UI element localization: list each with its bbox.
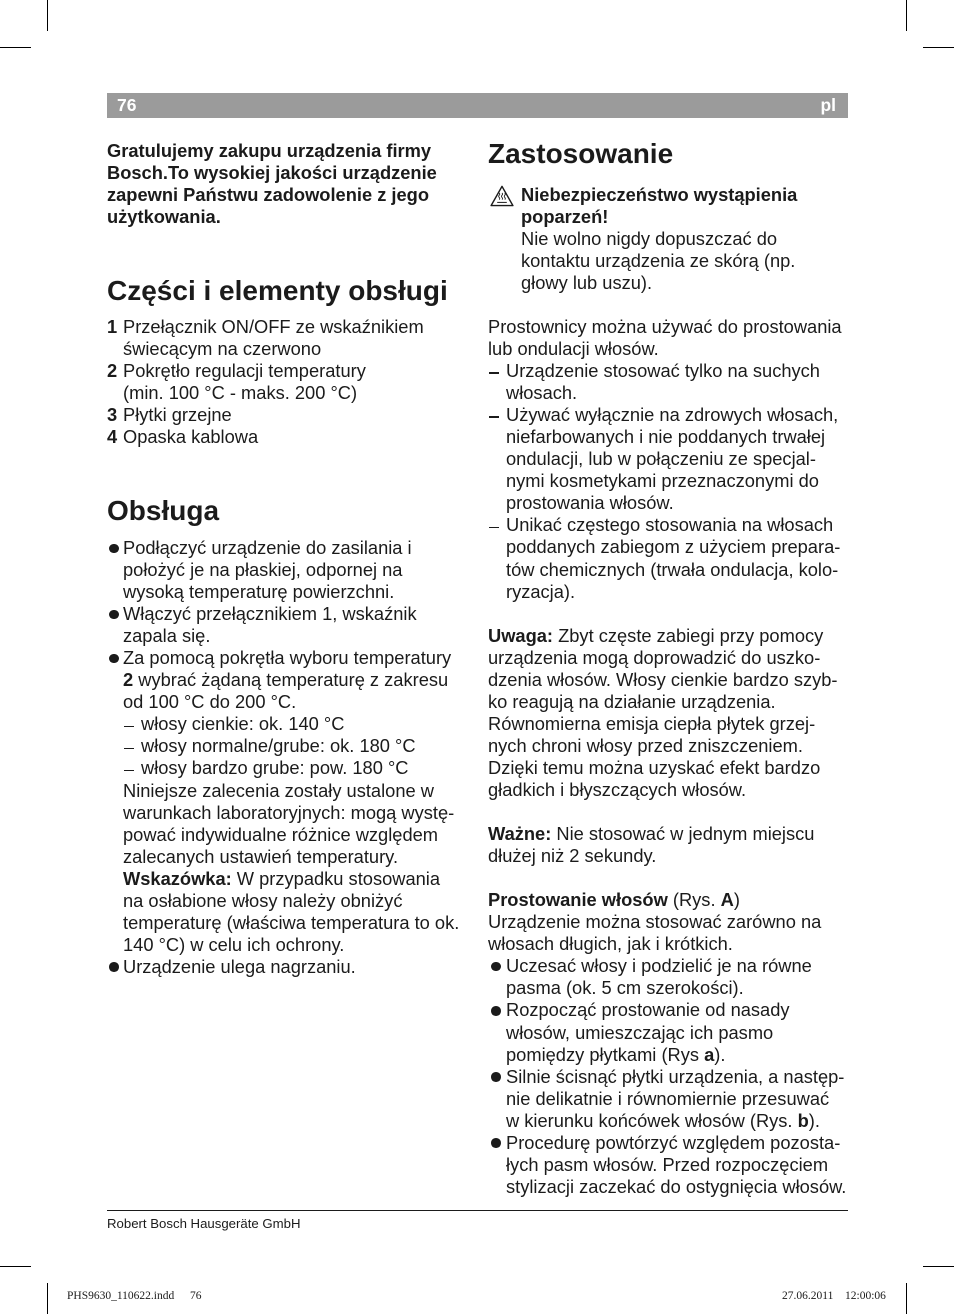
control-reference: 2 [123, 669, 134, 691]
crop-mark [47, 1283, 48, 1314]
straightening-step [488, 999, 848, 1065]
figure-reference: a [704, 1043, 715, 1065]
item-body [123, 647, 459, 956]
usage-dash-item [488, 404, 848, 514]
item-text: Unikać częstego stosowania na włosach poddanych zabiegom z użyciem prepara- tów chemicznych (trwała ondulacja, kolo- ryzacja). [506, 514, 841, 602]
slug-file-name: PHS9630_110622.indd [67, 1290, 175, 1302]
crop-mark [0, 1266, 31, 1267]
burn-warning [521, 184, 797, 294]
item-text: Przełącznik ON/OFF ze wskaźnikiem świecącym na czerwono [123, 316, 424, 360]
hot-surface-warning-icon [490, 185, 514, 207]
usage-dash-item [488, 514, 848, 602]
operation-list-item [107, 537, 467, 603]
item-text: Podłączyć urządzenie do zasilania i położyć je na płaskiej, odpornej na wysoką temperaturę powierzchni. [123, 537, 412, 603]
step-text [506, 1066, 844, 1132]
section-heading-parts: Części i elementy obsługi [107, 275, 448, 306]
dash-marker [123, 757, 141, 779]
step-text-segment: ). [808, 1109, 820, 1131]
caution-label: Uwaga: [488, 624, 554, 646]
operation-list-item [107, 647, 467, 956]
parts-list-item [107, 360, 462, 404]
item-number: 2 [107, 360, 118, 382]
figure-prefix: (Rys. [667, 889, 721, 911]
footer-company: Robert Bosch Hausgeräte GmbH [107, 1216, 301, 1231]
item-text: Opaska kablowa [123, 426, 259, 448]
crop-mark [0, 47, 31, 48]
parts-list-item [107, 316, 462, 360]
sub-item-text: włosy normalne/grube: ok. 180 °C [141, 735, 416, 757]
item-number: 3 [107, 404, 118, 426]
bullet-marker [107, 647, 123, 669]
slug-time: 12:00:06 [845, 1290, 886, 1302]
slug-date: 27.06.2011 [782, 1290, 834, 1302]
figure-reference: A [720, 889, 734, 911]
dash-marker [488, 404, 506, 426]
step-text-segment: Silnie ścisnąć płytki urządzenia, a następ- nie delikatnie i równomiernie przesuwać w kierunku końcówek włosów (Rys. [506, 1065, 845, 1131]
sub-item-text: włosy bardzo grube: pow. 180 °C [141, 757, 409, 779]
item-text: Używać wyłącznie na zdrowych włosach, niefarbowanych i nie poddanych trwałej ondulacji, lub w połączeniu ze specjal- nymi kosmetykami przeznaczonymi do prostowania włosów. [506, 404, 839, 514]
item-text: Pokrętło regulacji temperatury (min. 100 °C - maks. 200 °C) [123, 360, 366, 404]
parts-list [107, 316, 462, 448]
bullet-marker [488, 999, 506, 1021]
dash-marker [488, 360, 506, 382]
parts-list-item [107, 404, 462, 426]
operation-list-item [107, 603, 467, 647]
temperature-sub-item [123, 713, 459, 735]
crop-mark [906, 0, 907, 31]
caution-text: Zbyt częste zabiegi przy pomocy urządzenia mogą doprowadzić do uszko- dzenia włosów. Włosy cienkie bardzo szyb- ko reagują na działanie urządzenia. Równomierna emisja ciepła płytek grzej- nych chroni włosy przed zniszczeniem. Dzięki temu można uzyskać efekt bardzo gładkich i błyszczących włosów. [488, 624, 838, 800]
crop-mark [906, 1283, 907, 1314]
operation-list [107, 537, 467, 978]
straightening-step [488, 955, 848, 999]
usage-dash-item [488, 360, 848, 404]
step-text-segment: Rozpocząć prostowanie od nasady włosów, umieszczając ich pasmo pomiędzy płytkami (Rys [506, 999, 790, 1065]
sub-item-text: włosy cienkie: ok. 140 °C [141, 713, 345, 735]
warning-title: Niebezpieczeństwo wystąpienia poparzeń! [521, 184, 798, 228]
important-paragraph [488, 823, 848, 867]
step-text-segment: ). [714, 1043, 726, 1065]
bullet-marker [107, 603, 123, 625]
crop-mark [47, 0, 48, 31]
item-number: 1 [107, 316, 118, 337]
operation-list-item [107, 956, 467, 978]
crop-mark [923, 47, 954, 48]
temperature-sub-item [123, 735, 459, 757]
item-number: 4 [107, 426, 118, 448]
header-bar [107, 93, 848, 118]
tip-text: W przypadku stosowania na osłabione włosy należy obniżyć temperaturę (właściwa temperatura to ok. 140 °C) w celu ich ochrony. [123, 867, 460, 955]
straightening-heading [488, 889, 848, 911]
dash-marker [488, 514, 506, 536]
dash-marker [123, 735, 141, 757]
item-text: Włączyć przełącznikiem 1, wskaźnik zapala się. [123, 603, 417, 647]
step-text: Procedurę powtórzyć względem pozosta- łych pasm włosów. Przed rozpoczęciem stylizacji zaczekać do ostygnięcia włosów. [506, 1131, 847, 1197]
bullet-marker [488, 1132, 506, 1154]
bullet-marker [488, 1066, 506, 1088]
parts-list-item [107, 426, 462, 448]
page-number: 76 [117, 95, 137, 115]
footer-rule [107, 1210, 848, 1211]
warning-text: Nie wolno nigdy dopuszczać do kontaktu urządzenia ze skórą (np. głowy lub uszu). [521, 228, 796, 294]
straightening-title: Prostowanie włosów [488, 889, 668, 911]
figure-suffix: ) [733, 889, 740, 911]
crop-mark [923, 1266, 954, 1267]
item-text: Płytki grzejne [123, 404, 232, 426]
step-text: Uczesać włosy i podzielić je na równe pasma (ok. 5 cm szerokości). [506, 955, 812, 999]
tip [123, 868, 459, 956]
usage-intro: Prostownicy można używać do prostowania lub ondulacji włosów. [488, 316, 842, 360]
item-text: Za pomocą pokrętła wyboru temperatury [123, 647, 452, 669]
important-text: Nie stosować w jednym miejscu dłużej niż 2 sekundy. [488, 823, 815, 867]
usage-section [488, 316, 848, 1198]
section-heading-usage: Zastosowanie [488, 138, 674, 169]
intro-paragraph: Gratulujemy zakupu urządzenia firmy Bosch.To wysokiej jakości urządzenie zapewni Państwu zadowolenie z jego użytkowania. [107, 140, 437, 228]
step-text [506, 999, 790, 1065]
straightening-step [488, 1066, 848, 1132]
caution-paragraph [488, 625, 848, 801]
straightening-step [488, 1132, 848, 1198]
item-text: Urządzenie ulega nagrzaniu. [123, 955, 356, 977]
temperature-sub-item [123, 757, 459, 779]
item-text-segment: wybrać żądaną temperaturę z zakresu od 100 °C do 200 °C. [123, 669, 449, 713]
straightening-text: Urządzenie można stosować zarówno na włosach długich, jak i krótkich. [488, 911, 822, 955]
bullet-marker [107, 537, 123, 559]
important-label: Ważne: [488, 823, 552, 845]
language-code: pl [820, 95, 836, 115]
figure-reference: b [797, 1109, 809, 1131]
tip-label: Wskazówka: [123, 867, 232, 889]
slug-page-number: 76 [190, 1290, 202, 1302]
dash-marker [123, 713, 141, 735]
bullet-marker [488, 955, 506, 977]
section-heading-operation: Obsługa [107, 495, 220, 526]
item-text: Urządzenie stosować tylko na suchych włosach. [506, 360, 820, 404]
item-text [123, 669, 459, 713]
temperature-note: Niniejsze zalecenia zostały ustalone w warunkach laboratoryjnych: mogą wystę- pować indywidualne różnice względem zalecanych ustawień temperatury. [123, 779, 455, 867]
bullet-marker [107, 956, 123, 978]
